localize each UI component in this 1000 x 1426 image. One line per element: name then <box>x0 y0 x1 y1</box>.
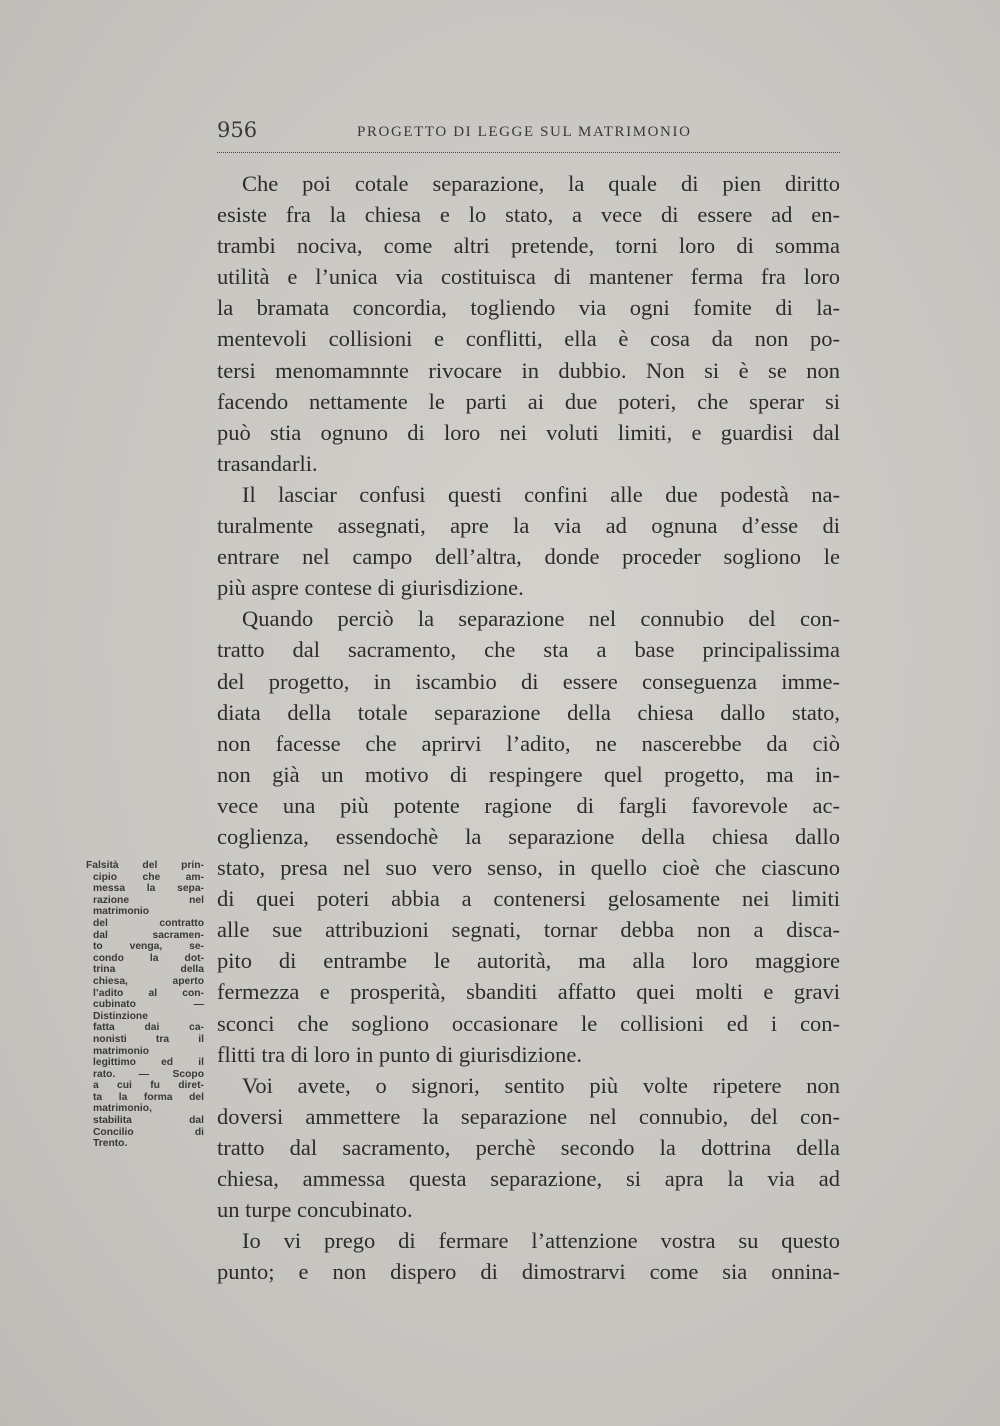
page-header <box>217 118 840 150</box>
running-head: PROGETTO DI LEGGE SUL MATRIMONIO <box>357 124 692 140</box>
text-line: non facesse che aprirvi l’adito, ne nascerebbe da ciò <box>217 730 840 756</box>
margin-note-line: fatta dai ca- <box>93 1022 204 1034</box>
margin-note-line: nonisti tra il <box>93 1033 204 1045</box>
text-line: del progetto, in iscambio di essere conseguenza imme- <box>217 668 840 694</box>
margin-note-line: legittimo ed il <box>93 1057 204 1069</box>
text-line: trasandarli. <box>217 450 318 476</box>
margin-note-line: ta la forma del <box>93 1091 204 1103</box>
margin-note-line: del contratto <box>93 917 204 929</box>
margin-note <box>86 860 204 1150</box>
margin-note-line: chiesa, aperto <box>93 975 204 987</box>
margin-note-line: dal sacramen- <box>93 929 204 941</box>
margin-note-line: cubinato — <box>93 999 204 1011</box>
text-line: diata della totale separazione della chiesa dallo stato, <box>217 699 840 725</box>
text-line: alle sue attribuzioni segnati, tornar debba non a disca- <box>217 917 840 943</box>
text-line: flitti tra di loro in punto di giurisdizione. <box>217 1041 582 1067</box>
text-line: tersi menomamnnte rivocare in dubbio. Non si è se non <box>217 357 840 383</box>
text-line: trambi nociva, come altri pretende, torni loro di somma <box>217 233 840 259</box>
margin-note-line: cipio che am- <box>93 871 204 883</box>
text-line: facendo nettamente le parti ai due poteri, che sperar si <box>217 388 840 414</box>
text-line: esiste fra la chiesa e lo stato, a vece di essere ad en- <box>217 202 840 228</box>
text-line: più aspre contese di giurisdizione. <box>217 575 524 601</box>
margin-note-line: matrimonio <box>93 1045 150 1057</box>
text-line: fermezza e prosperità, sbanditi affatto quei molti e gravi <box>217 979 840 1005</box>
text-line: un turpe concubinato. <box>217 1197 413 1223</box>
margin-note-line: trina della <box>93 964 204 976</box>
text-line: Quando perciò la separazione nel connubio del con- <box>242 606 840 632</box>
text-line: Voi avete, o signori, sentito più volte ripetere non <box>242 1072 840 1098</box>
text-line: pito di entrambe le autorità, ma alla loro maggiore <box>217 948 840 974</box>
text-line: coglienza, essendochè la separazione della chiesa dallo <box>217 823 840 849</box>
margin-note-line: Distinzione <box>93 1010 148 1022</box>
text-line: Il lasciar confusi questi confini alle due podestà na- <box>242 481 840 507</box>
margin-note-line: a cui fu diret- <box>93 1080 204 1092</box>
text-line: può stia ognuno di loro nei voluti limiti, e guardisi dal <box>217 419 840 445</box>
margin-note-line: Concilio di <box>93 1126 204 1138</box>
margin-note-line: to venga, se- <box>93 941 204 953</box>
margin-note-line: matrimonio <box>93 906 150 918</box>
text-line: utilità e l’unica via costituisca di mantener ferma fra loro <box>217 264 840 290</box>
text-line: mentevoli collisioni e conflitti, ella è cosa da non po- <box>217 326 840 352</box>
margin-note-line: condo la dot- <box>93 952 204 964</box>
text-line: di quei poteri abbia a contenersi gelosamente nei limiti <box>217 886 840 912</box>
margin-note-line: Falsità del prin- <box>86 860 204 871</box>
text-line: tratto dal sacramento, che sta a base principalissima <box>217 637 840 663</box>
text-line: sconci che sogliono occasionare le collisioni ed i con- <box>217 1010 840 1036</box>
text-line: tratto dal sacramento, perchè secondo la dottrina della <box>217 1134 840 1160</box>
text-line: doversi ammettere la separazione nel connubio, del con- <box>217 1103 840 1129</box>
text-line: la bramata concordia, togliendo via ogni fomite di la- <box>217 295 840 321</box>
text-line: stato, presa nel suo vero senso, in quello cioè che ciascuno <box>217 855 840 881</box>
header-rule <box>217 152 840 153</box>
margin-note-line: matrimonio, <box>93 1103 152 1115</box>
text-line: Che poi cotale separazione, la quale di pien diritto <box>242 171 840 196</box>
margin-note-line: l’adito al con- <box>93 987 204 999</box>
text-line: turalmente assegnati, apre la via ad ognuna d’esse di <box>217 513 840 539</box>
margin-note-line: messa la sepa- <box>93 883 204 895</box>
margin-note-line: stabilita dal <box>93 1115 204 1127</box>
text-line: vece una più potente ragione di fargli favorevole ac- <box>217 792 840 818</box>
text-line: entrare nel campo dell’altra, donde proceder sogliono le <box>217 544 840 570</box>
page-number: 956 <box>217 118 258 142</box>
margin-note-line: Trento. <box>93 1138 128 1150</box>
text-line: chiesa, ammessa questa separazione, si apra la via ad <box>217 1166 840 1191</box>
text-line: punto; e non dispero di dimostrarvi come sia onnina- <box>217 1259 840 1285</box>
margin-note-line: rato. — Scopo <box>93 1068 204 1080</box>
text-line: non già un motivo di respingere quel progetto, ma in- <box>217 761 840 787</box>
margin-note-line: razione nel <box>93 894 204 906</box>
body-text <box>217 168 840 1287</box>
text-line: Io vi prego di fermare l’attenzione vostra su questo <box>242 1228 840 1254</box>
